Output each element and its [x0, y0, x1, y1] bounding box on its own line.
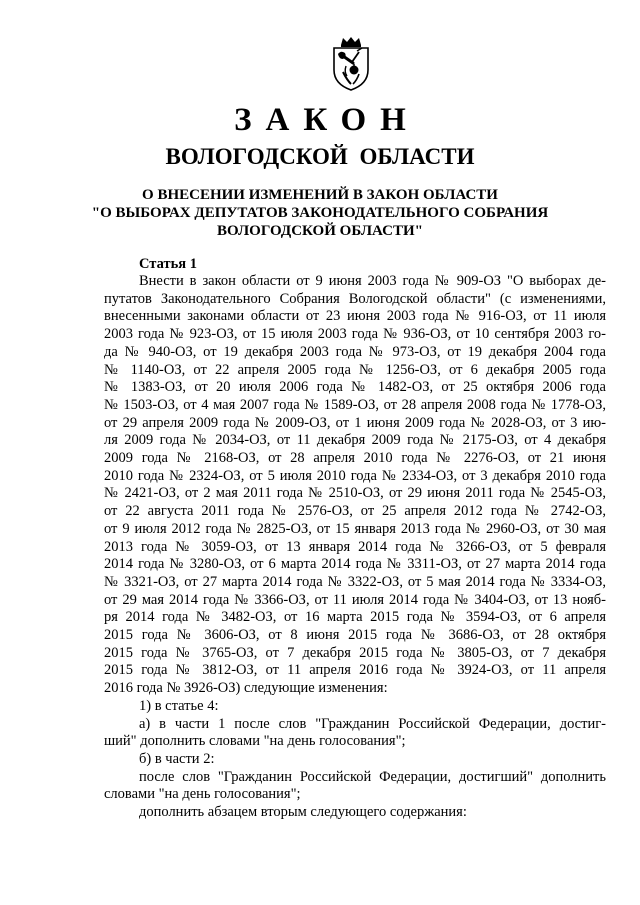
- text-line: после слов "Гражданин Российской Федерации, достигший" дополнить: [139, 768, 606, 785]
- text-line: 2015 года № 3606-ОЗ, от 8 июня 2015 года № 3686-ОЗ, от 28 октября: [104, 627, 606, 644]
- text-line: № 1383-ОЗ, от 20 июля 2006 года № 1482-ОЗ, от 25 октября 2006 года: [104, 379, 606, 396]
- text-line: 2003 года № 923-ОЗ, от 15 июля 2003 года № 936-ОЗ, от 10 сентября 2003 го-: [104, 326, 606, 343]
- text-line: ря 2014 года № 3482-ОЗ, от 16 марта 2015 года № 3594-ОЗ, от 6 апреля: [104, 609, 606, 626]
- text-line: словами "на день голосования";: [104, 786, 301, 803]
- text-line: путатов Законодательного Собрания Вологодской области" (с изменениями,: [104, 290, 606, 307]
- text-line: 2013 года № 3059-ОЗ, от 13 января 2014 года № 3266-ОЗ, от 5 февраля: [104, 538, 606, 555]
- vologda-coat-of-arms-icon: [329, 36, 373, 92]
- text-line: 2016 года № 3926-ОЗ) следующие изменения:: [104, 680, 388, 697]
- subject-line-1: О ВНЕСЕНИИ ИЗМЕНЕНИЙ В ЗАКОН ОБЛАСТИ: [142, 187, 498, 203]
- text-line: № 2421-ОЗ, от 2 мая 2011 года № 2510-ОЗ, от 29 июня 2011 года № 2545-ОЗ,: [104, 485, 606, 502]
- article-title: Статья 1: [139, 256, 197, 272]
- text-line: от 29 апреля 2009 года № 2009-ОЗ, от 1 июня 2009 года № 2028-ОЗ, от 3 ию-: [104, 414, 606, 431]
- text-line: 2014 года № 3280-ОЗ, от 6 марта 2014 года № 3311-ОЗ, от 27 марта 2014 года: [104, 556, 606, 573]
- text-line: 2010 года № 2324-ОЗ, от 5 июля 2010 года № 2334-ОЗ, от 3 декабря 2010 года: [104, 467, 606, 484]
- text-line: а) в части 1 после слов "Гражданин Российской Федерации, достиг-: [139, 715, 606, 732]
- text-line: от 9 июля 2012 года № 2825-ОЗ, от 15 января 2013 года № 2960-ОЗ, от 30 мая: [104, 520, 606, 537]
- text-line: дополнить абзацем вторым следующего содержания:: [139, 804, 467, 821]
- law-subject: [60, 186, 580, 240]
- law-title: ЗАКОН: [234, 102, 420, 138]
- text-line: от 22 августа 2011 года № 2576-ОЗ, от 25 апреля 2012 года № 2742-ОЗ,: [104, 503, 606, 520]
- article-body: [104, 273, 606, 822]
- text-line: да № 940-ОЗ, от 19 декабря 2003 года № 973-ОЗ, от 19 декабря 2004 года: [104, 343, 606, 360]
- text-line: № 3321-ОЗ, от 27 марта 2014 года № 3322-ОЗ, от 5 мая 2014 года № 3334-ОЗ,: [104, 573, 606, 590]
- text-line: б) в части 2:: [139, 750, 215, 767]
- text-line: 2009 года № 2168-ОЗ, от 28 апреля 2010 года № 2276-ОЗ, от 21 июня: [104, 450, 606, 467]
- text-line: внесенными законами области от 23 июня 2003 года № 916-ОЗ, от 11 июля: [104, 308, 606, 325]
- text-line: Внести в закон области от 9 июня 2003 года № 909-ОЗ "О выборах де-: [139, 273, 606, 289]
- subject-line-2: "О ВЫБОРАХ ДЕПУТАТОВ ЗАКОНОДАТЕЛЬНОГО СОБРАНИЯ: [91, 205, 549, 221]
- text-line: от 29 мая 2014 года № 3366-ОЗ, от 11 июля 2014 года № 3404-ОЗ, от 13 нояб-: [104, 591, 606, 608]
- text-line: ля 2009 года № 2034-ОЗ, от 11 декабря 2009 года № 2175-ОЗ, от 4 декабря: [104, 432, 606, 449]
- text-line: № 1503-ОЗ, от 4 мая 2007 года № 1589-ОЗ, от 28 апреля 2008 года № 1778-ОЗ,: [104, 396, 606, 413]
- text-line: 1) в статье 4:: [139, 697, 219, 714]
- subject-line-3: ВОЛОГОДСКОЙ ОБЛАСТИ": [217, 223, 423, 239]
- text-line: 2015 года № 3765-ОЗ, от 7 декабря 2015 года № 3805-ОЗ, от 7 декабря: [104, 644, 606, 661]
- text-line: № 1140-ОЗ, от 22 апреля 2005 года № 1256-ОЗ, от 6 декабря 2005 года: [104, 361, 606, 378]
- region-title: ВОЛОГОДСКОЙ ОБЛАСТИ: [165, 144, 475, 169]
- text-line: ший" дополнить словами "на день голосования";: [104, 733, 406, 750]
- text-line: 2015 года № 3812-ОЗ, от 11 апреля 2016 года № 3924-ОЗ, от 11 апреля: [104, 662, 606, 679]
